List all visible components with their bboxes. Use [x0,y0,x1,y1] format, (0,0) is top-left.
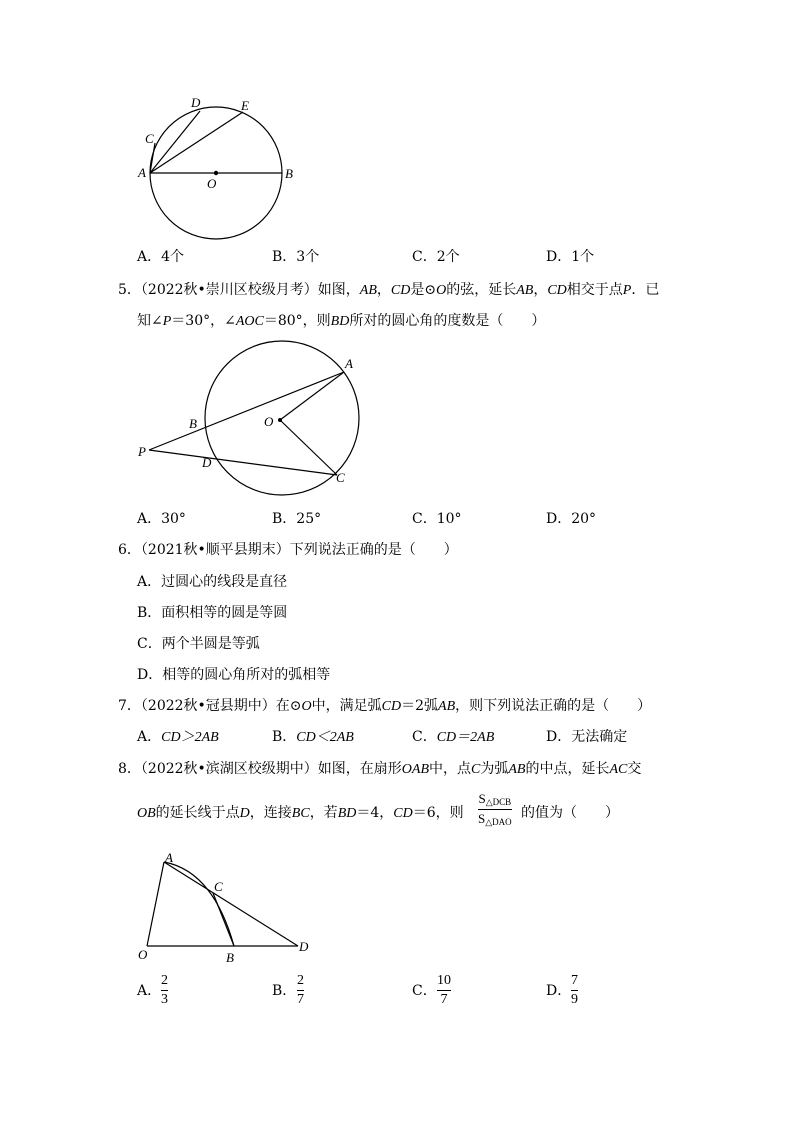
q5-option-b: B．25° [272,511,322,527]
q7-option-c: C．CD＝2AB [412,729,495,745]
q8-option-c-prefix: C． [412,983,437,999]
label-B: B [189,416,197,431]
q5-circle-figure [130,340,370,500]
q7-option-d: D．无法确定 [546,729,628,745]
q4-option-b: B．3个 [272,249,320,265]
q5-option-d: D．20° [546,511,597,527]
label-D: D [191,95,201,110]
q8-option-a-fraction: 2 3 [161,973,168,1007]
q5-stem-line1: 5．（2022秋•崇川区校级月考）如图，AB，CD是⊙O的弦，延长AB，CD相交于点P．已 [118,282,660,298]
q8-option-d-fraction: 7 9 [571,973,578,1007]
q8-option-c-fraction: 10 7 [437,973,451,1007]
q6-option-b: B．面积相等的圆是等圆 [137,605,288,621]
label-D: D [299,939,309,954]
label-B: B [285,166,293,181]
q8-area-ratio: $S_{\triangle DCB}$ $S_{\triangle DAO}$ [478,791,512,827]
q8-option-a-prefix: A． [137,983,162,999]
q5-option-a: A．30° [137,511,186,527]
q6-stem: 6．（2021秋•顺平县期末）下列说法正确的是（ ） [118,542,458,558]
label-D: D [202,455,212,470]
q4-option-a: A．4个 [137,249,185,265]
q8-option-b-fraction: 2 7 [297,973,304,1007]
q6-option-a: A．过圆心的线段是直径 [137,574,288,590]
q7-option-b: B．CD＜2AB [272,729,354,745]
label-B: B [226,950,234,965]
q8-stem-tail: 的值为（ ） [521,805,619,821]
label-A: A [138,165,146,180]
q6-option-d: D．相等的圆心角所对的弧相等 [137,667,331,683]
label-A: A [345,356,353,371]
q8-option-d-prefix: D． [546,983,572,999]
q8-option-b-prefix: B． [272,983,297,999]
q4-option-d: D．1个 [546,249,595,265]
label-P: P [138,444,146,459]
q4-option-c: C．2个 [412,249,460,265]
label-E: E [241,98,249,113]
q8-stem-line2: OB的延长线于点D，连接BC，若BD＝4，CD＝6，则 [137,805,464,821]
q7-option-a: A．CD＞2AB [137,729,219,745]
label-C: C [214,879,223,894]
q4-circle-figure [130,92,310,252]
label-O: O [264,414,274,429]
label-A: A [165,850,173,865]
q8-stem-line1: 8．（2022秋•滨湖区校级期中）如图，在扇形OAB中，点C为弧AB的中点，延长AC交 [118,761,642,777]
q6-option-c: C．两个半圆是等弧 [137,636,260,652]
label-C: C [336,470,345,485]
label-O: O [207,176,217,191]
q7-stem: 7．（2022秋•冠县期中）在⊙O中，满足弧CD＝2弧AB，则下列说法正确的是（ ） [118,698,652,714]
q8-sector-figure [130,845,320,965]
q5-stem-line2: 知∠P＝30°，∠AOC＝80°，则BD所对的圆心角的度数是（ ） [137,313,546,329]
label-C: C [145,131,154,146]
label-O: O [138,947,148,962]
q5-option-c: C．10° [412,511,462,527]
